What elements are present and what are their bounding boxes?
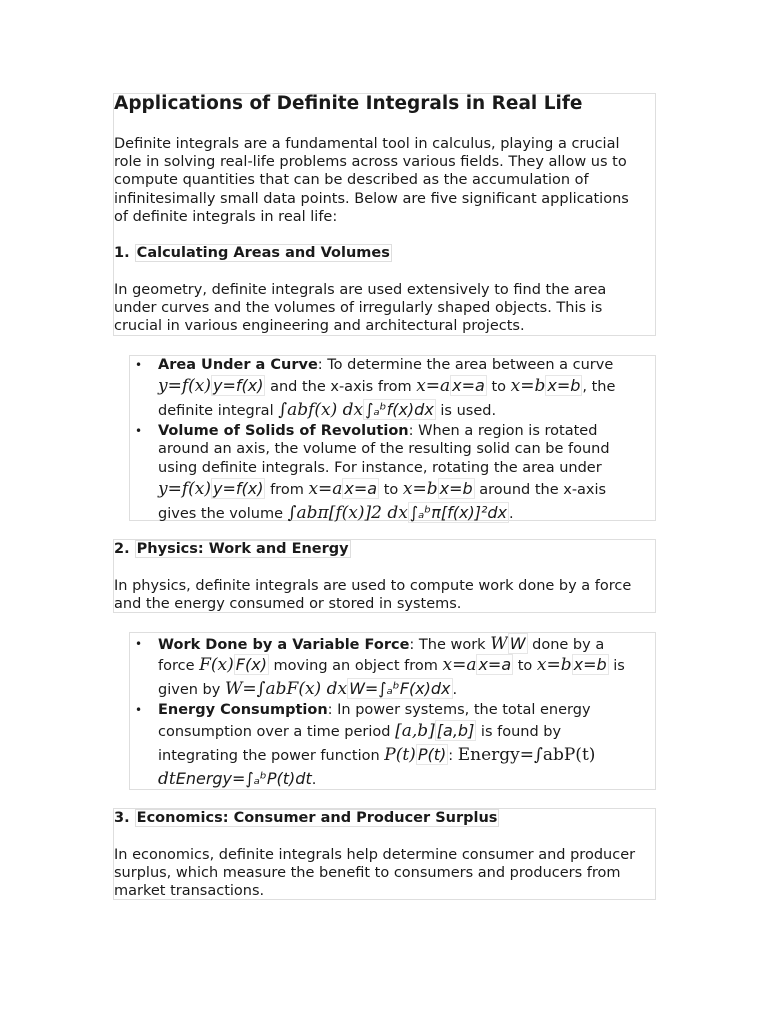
page-title: Applications of Definite Integrals in Real Life [114,93,583,114]
list-item: • Area Under a Curve: To determine the area between a curve y=f(x) y=f(x) and the x-axis from x=a x=a to x=b x=b , the definite integral ∫abf(x) dx ∫ₐᵇf(x)dx is used. [135,357,616,421]
intro-paragraph: Definite integrals are a fundamental tool in calculus, playing a crucial role in solving real-life problems across various fields. They allow us to compute quantities that can be described as the accumulation of infinitesimally small data points. Below are five significant applications of definite integrals in real life: [114,136,629,225]
section-1-list [129,355,656,521]
section-2 [113,539,656,613]
section-heading-1: 1. Calculating Areas and Volumes [114,245,390,261]
bullet-icon: • [135,703,143,718]
list-item: • Volume of Solids of Revolution: When a region is rotated around an axis, the volume of the resulting solid can be found using definite integrals. For instance, rotating the area under y=f(x) y=f(x) from x=a x=a to x=b x=b around the x-axis gives the volume ∫abπ[f(x)]2 dx ∫ₐᵇπ[f(x)]²dx . [135,423,610,523]
bullet-icon: • [135,424,143,439]
bullet-icon: • [135,637,143,651]
section-heading-2: 2. Physics: Work and Energy [114,541,349,557]
bullet-icon: • [135,358,143,372]
section-heading-3: 3. Economics: Consumer and Producer Surplus [114,810,498,826]
section-1-paragraph: In geometry, definite integrals are used extensively to find the area under curves and the volumes of irregularly shaped objects. This is crucial in various engineering and architectural projects. [114,282,607,335]
section-2-list [129,632,656,790]
section-3-paragraph: In economics, definite integrals help determine consumer and producer surplus, which measure the benefit to consumers and producers from market transactions. [114,847,636,900]
list-item: • Work Done by a Variable Force: The work W W done by a force F(x) F(x) moving an object from x=a x=a to x=b x=b is given by W=∫abF(x) dx W=∫ₐᵇF(x)dx . [135,634,625,700]
section-2-paragraph: In physics, definite integrals are used to compute work done by a force and the energy consumed or stored in systems. [114,578,632,613]
intro-section [113,93,656,336]
list-item: • Energy Consumption: In power systems, the total energy consumption over a time period [a,b] [a,b] is found by integrating the power function P(t) P(t) : Energy=∫abP(t) dtEnergy=∫ₐᵇP(t)dt. [135,702,596,790]
section-3 [113,808,656,900]
